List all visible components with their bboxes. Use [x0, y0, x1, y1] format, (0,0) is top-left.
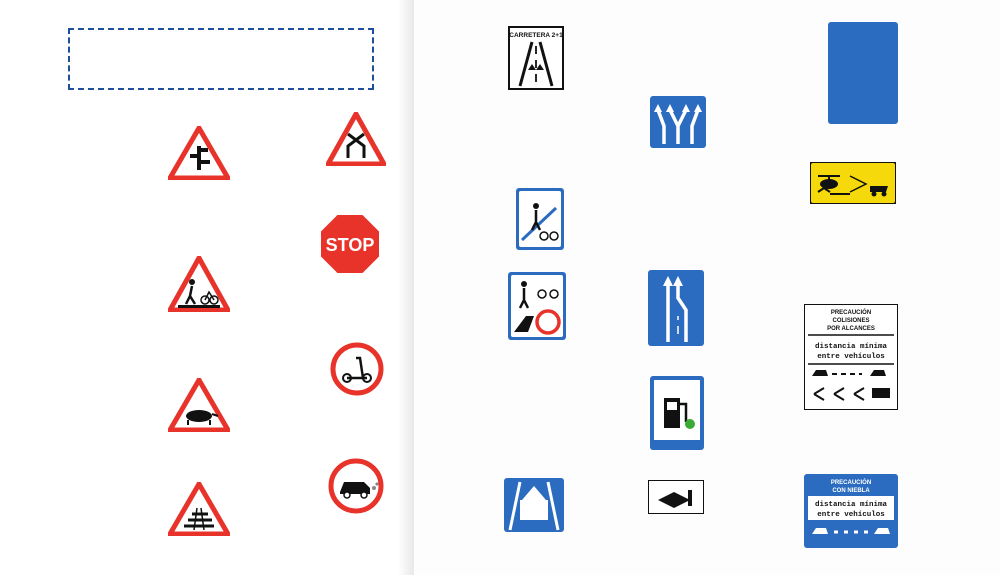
- sign-s1c-image: [508, 26, 568, 90]
- sign-s992e-caption: distancia mínima: [814, 501, 888, 509]
- intro-box: [68, 28, 374, 90]
- sign-entry: [234, 204, 386, 328]
- column-3: [418, 24, 568, 575]
- sign-p35-image: [326, 112, 386, 166]
- sign-entry: [570, 376, 708, 458]
- column-1: [78, 104, 230, 575]
- sign-entry: [78, 106, 230, 230]
- sign-s63b-image: [650, 96, 708, 148]
- svg-text:STOP: STOP: [325, 235, 375, 255]
- sign-s70-image: [648, 270, 708, 346]
- sign-entry: [78, 354, 230, 460]
- sign-r120-image: [328, 458, 386, 514]
- left-page: [0, 0, 420, 575]
- sign-s992-caption: distancia mínima: [814, 343, 888, 351]
- sign-p24a-image: [168, 378, 230, 432]
- sign-s991g-image: [810, 162, 900, 204]
- sign-p1e-image: [168, 126, 230, 180]
- sign-entry: [78, 462, 230, 575]
- sign-p20c-image: [168, 256, 230, 312]
- column-4: [570, 24, 708, 575]
- sign-entry: [724, 272, 900, 428]
- sign-s992-caption: entre vehículos: [817, 353, 885, 361]
- sign-label: CARRETERA 2+1: [509, 32, 563, 39]
- sign-s992e-image: [804, 474, 900, 548]
- sign-entry: [234, 106, 386, 202]
- sign-s105-image: [650, 376, 708, 450]
- speed-limits-panel: [828, 22, 898, 124]
- sign-s14-image: [516, 188, 568, 250]
- sign-s992-caption: POR ALCANCES: [827, 326, 875, 332]
- sign-s940-image: [828, 22, 900, 124]
- sign-s992e-caption: entre vehículos: [817, 511, 885, 519]
- sign-s47-image: [508, 272, 568, 340]
- sign-s992-caption: PRECAUCIÓN: [830, 310, 872, 316]
- column-5: [724, 4, 900, 575]
- sign-entry: [418, 26, 568, 154]
- sign-entry: [724, 136, 900, 270]
- right-page: [414, 0, 1000, 575]
- sign-s992e-caption: PRECAUCIÓN: [830, 480, 872, 486]
- sign-s992-image: [804, 304, 900, 410]
- sign-entry: [724, 430, 900, 575]
- sign-s992e-caption: CON NIEBLA: [832, 488, 870, 494]
- sign-entry: [418, 156, 568, 256]
- sign-entry: [234, 404, 386, 575]
- sign-entry: [78, 232, 230, 352]
- sign-entry: [570, 24, 708, 92]
- sign-entry: [234, 330, 386, 402]
- sign-entry: [570, 266, 708, 374]
- sign-entry: [570, 460, 708, 560]
- sign-p33-image: [168, 482, 230, 536]
- sign-entry: [418, 258, 568, 470]
- sign-s51b-image: [504, 478, 568, 532]
- sign-s892-image: [648, 480, 708, 514]
- column-2: [234, 104, 386, 575]
- sign-s992-caption: COLISIONES: [832, 318, 870, 324]
- sign-r118-image: [330, 342, 386, 396]
- sign-entry: [570, 94, 708, 264]
- sign-entry: [724, 6, 900, 134]
- sign-entry: [418, 472, 568, 575]
- sign-r2-stop-image: [318, 212, 386, 276]
